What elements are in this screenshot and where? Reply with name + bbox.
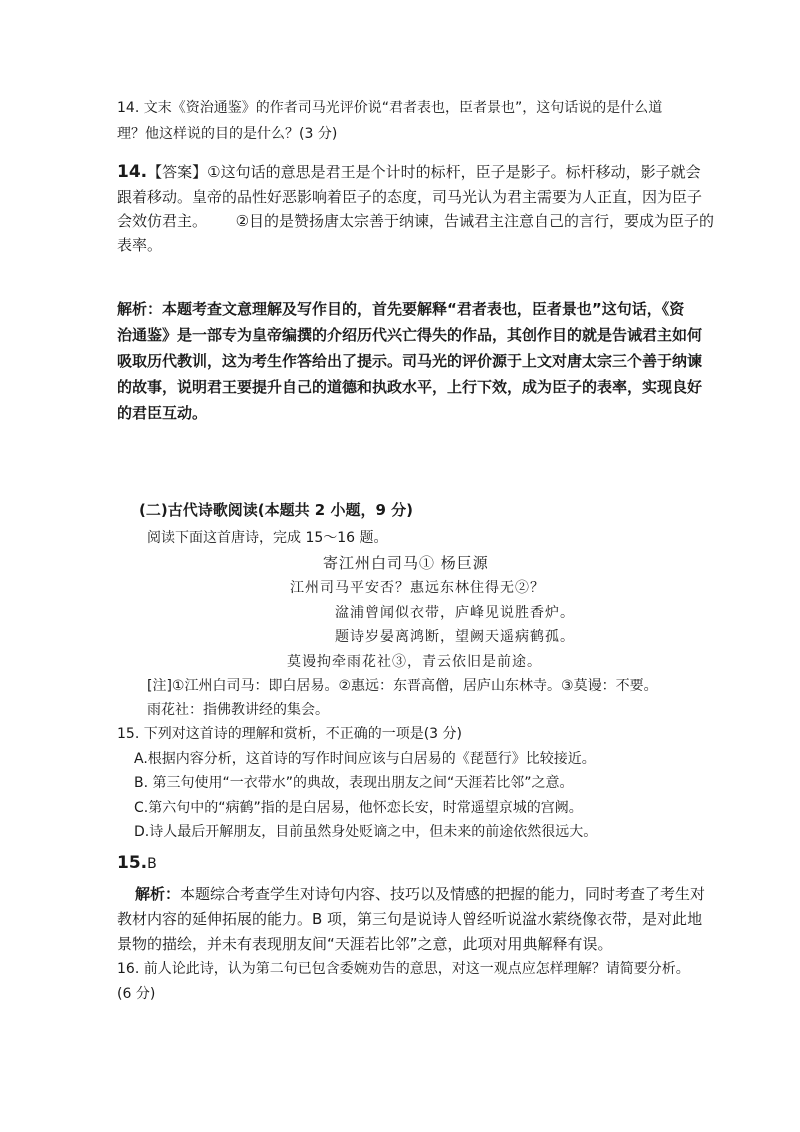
section-heading: (二)古代诗歌阅读(本题共 2 小题，9 分) <box>139 501 413 519</box>
poem-title: 寄江州白司马① 杨巨源 <box>323 554 489 572</box>
analysis-15-text: 本题综合考查学生对诗句内容、技巧以及情感的把握的能力，同时考查了考生对 <box>180 885 706 903</box>
poem-line-1: 江州司马平安否？惠远东林住得无②？ <box>290 580 545 596</box>
notes-line-1: [注]①江州白司马：即白居易。②惠远：东晋高僧，居庐山东林寺。③莫谩：不要。 <box>147 678 658 694</box>
answer-14-line-4: 表率。 <box>117 236 163 254</box>
q16-line-1: 16. 前人论此诗，认为第二句已包含委婉劝告的意思，对这一观点应怎样理解？请简要分析。 <box>117 961 690 977</box>
q15-option-d: D.诗人最后开解朋友，目前虽然身处贬谪之中，但未来的前途依然很远大。 <box>134 824 598 840</box>
q15-option-c: C.第六句中的“病鹤”指的是白居易，他怀恋长安，时常遥望京城的宫阙。 <box>134 800 583 816</box>
analysis-15-label: 解析： <box>135 885 181 903</box>
q14-line-2: 理？他这样说的目的是什么？(3 分) <box>117 126 338 142</box>
q16-line-2: (6 分) <box>117 986 156 1002</box>
analysis-14-line-5: 的君臣互动。 <box>117 404 208 422</box>
answer-15-number: 15. <box>117 853 148 873</box>
answer-14-text: 【答案】①这句话的意思是君王是个计时的标杆，臣子是影子。标杆移动，影子就会 <box>147 163 701 181</box>
analysis-15-line-3: 景物的描绘，并未有表现朋友间“天涯若比邻”之意，此项对用典解释有误。 <box>117 935 613 953</box>
q15-option-a: A.根据内容分析，这首诗的写作时间应该与白居易的《琵琶行》比较接近。 <box>134 751 596 767</box>
q14-line-1: 14. 文末《资治通鉴》的作者司马光评价说“君者表也，臣者景也”，这句话说的是什么道 <box>117 100 663 116</box>
analysis-15-line-1 <box>135 887 705 902</box>
analysis-14-line-4: 的故事，说明君王要提升自己的道德和执政水平，上行下效，成为臣子的表率，实现良好 <box>117 378 703 396</box>
answer-14-line-3: 会效仿君主。 ②目的是赞扬唐太宗善于纳谏，告诫君主注意自己的言行，要成为臣子的 <box>117 212 715 230</box>
q15-option-b: B. 第三句使用“一衣带水”的典故，表现出朋友之间“天涯若比邻”之意。 <box>134 775 574 791</box>
analysis-14-line-1: 解析：本题考查文意理解及写作目的，首先要解释“君者表也，臣者景也”这句话，《资 <box>117 300 685 318</box>
poem-line-2: 湓浦曾闻似衣带，庐峰见说胜香炉。 <box>335 605 575 621</box>
analysis-14-line-3: 吸取历代教训，这为考生作答给出了提示。司马光的评价源于上文对唐太宗三个善于纳谏 <box>117 352 703 370</box>
analysis-14-line-2: 治通鉴》是一部专为皇帝编撰的介绍历代兴亡得失的作品，其创作目的就是告诫君主如何 <box>117 326 703 344</box>
answer-14-number: 14. <box>117 162 148 182</box>
analysis-15-line-2: 教材内容的延伸拓展的能力。B 项，第三句是说诗人曾经听说湓水萦绕像衣带，是对此地 <box>117 910 703 928</box>
poem-line-3: 题诗岁晏离鸿断，望阙天遥病鹤孤。 <box>335 629 575 645</box>
poem-line-4: 莫谩拘牵雨花社③，青云依旧是前途。 <box>287 654 542 670</box>
notes-line-2: 雨花社：指佛教讲经的集会。 <box>147 702 329 718</box>
answer-14-line-2: 跟着移动。皇帝的品性好恶影响着臣子的态度，司马光认为君主需要为人正直，因为臣子 <box>117 188 703 206</box>
answer-14-line-1 <box>117 164 701 181</box>
q15-stem: 15. 下列对这首诗的理解和赏析，不正确的一项是(3 分) <box>117 726 462 742</box>
answer-15-choice: B <box>147 856 157 872</box>
answer-15 <box>117 855 157 872</box>
section-intro: 阅读下面这首唐诗，完成 15～16 题。 <box>147 530 388 546</box>
